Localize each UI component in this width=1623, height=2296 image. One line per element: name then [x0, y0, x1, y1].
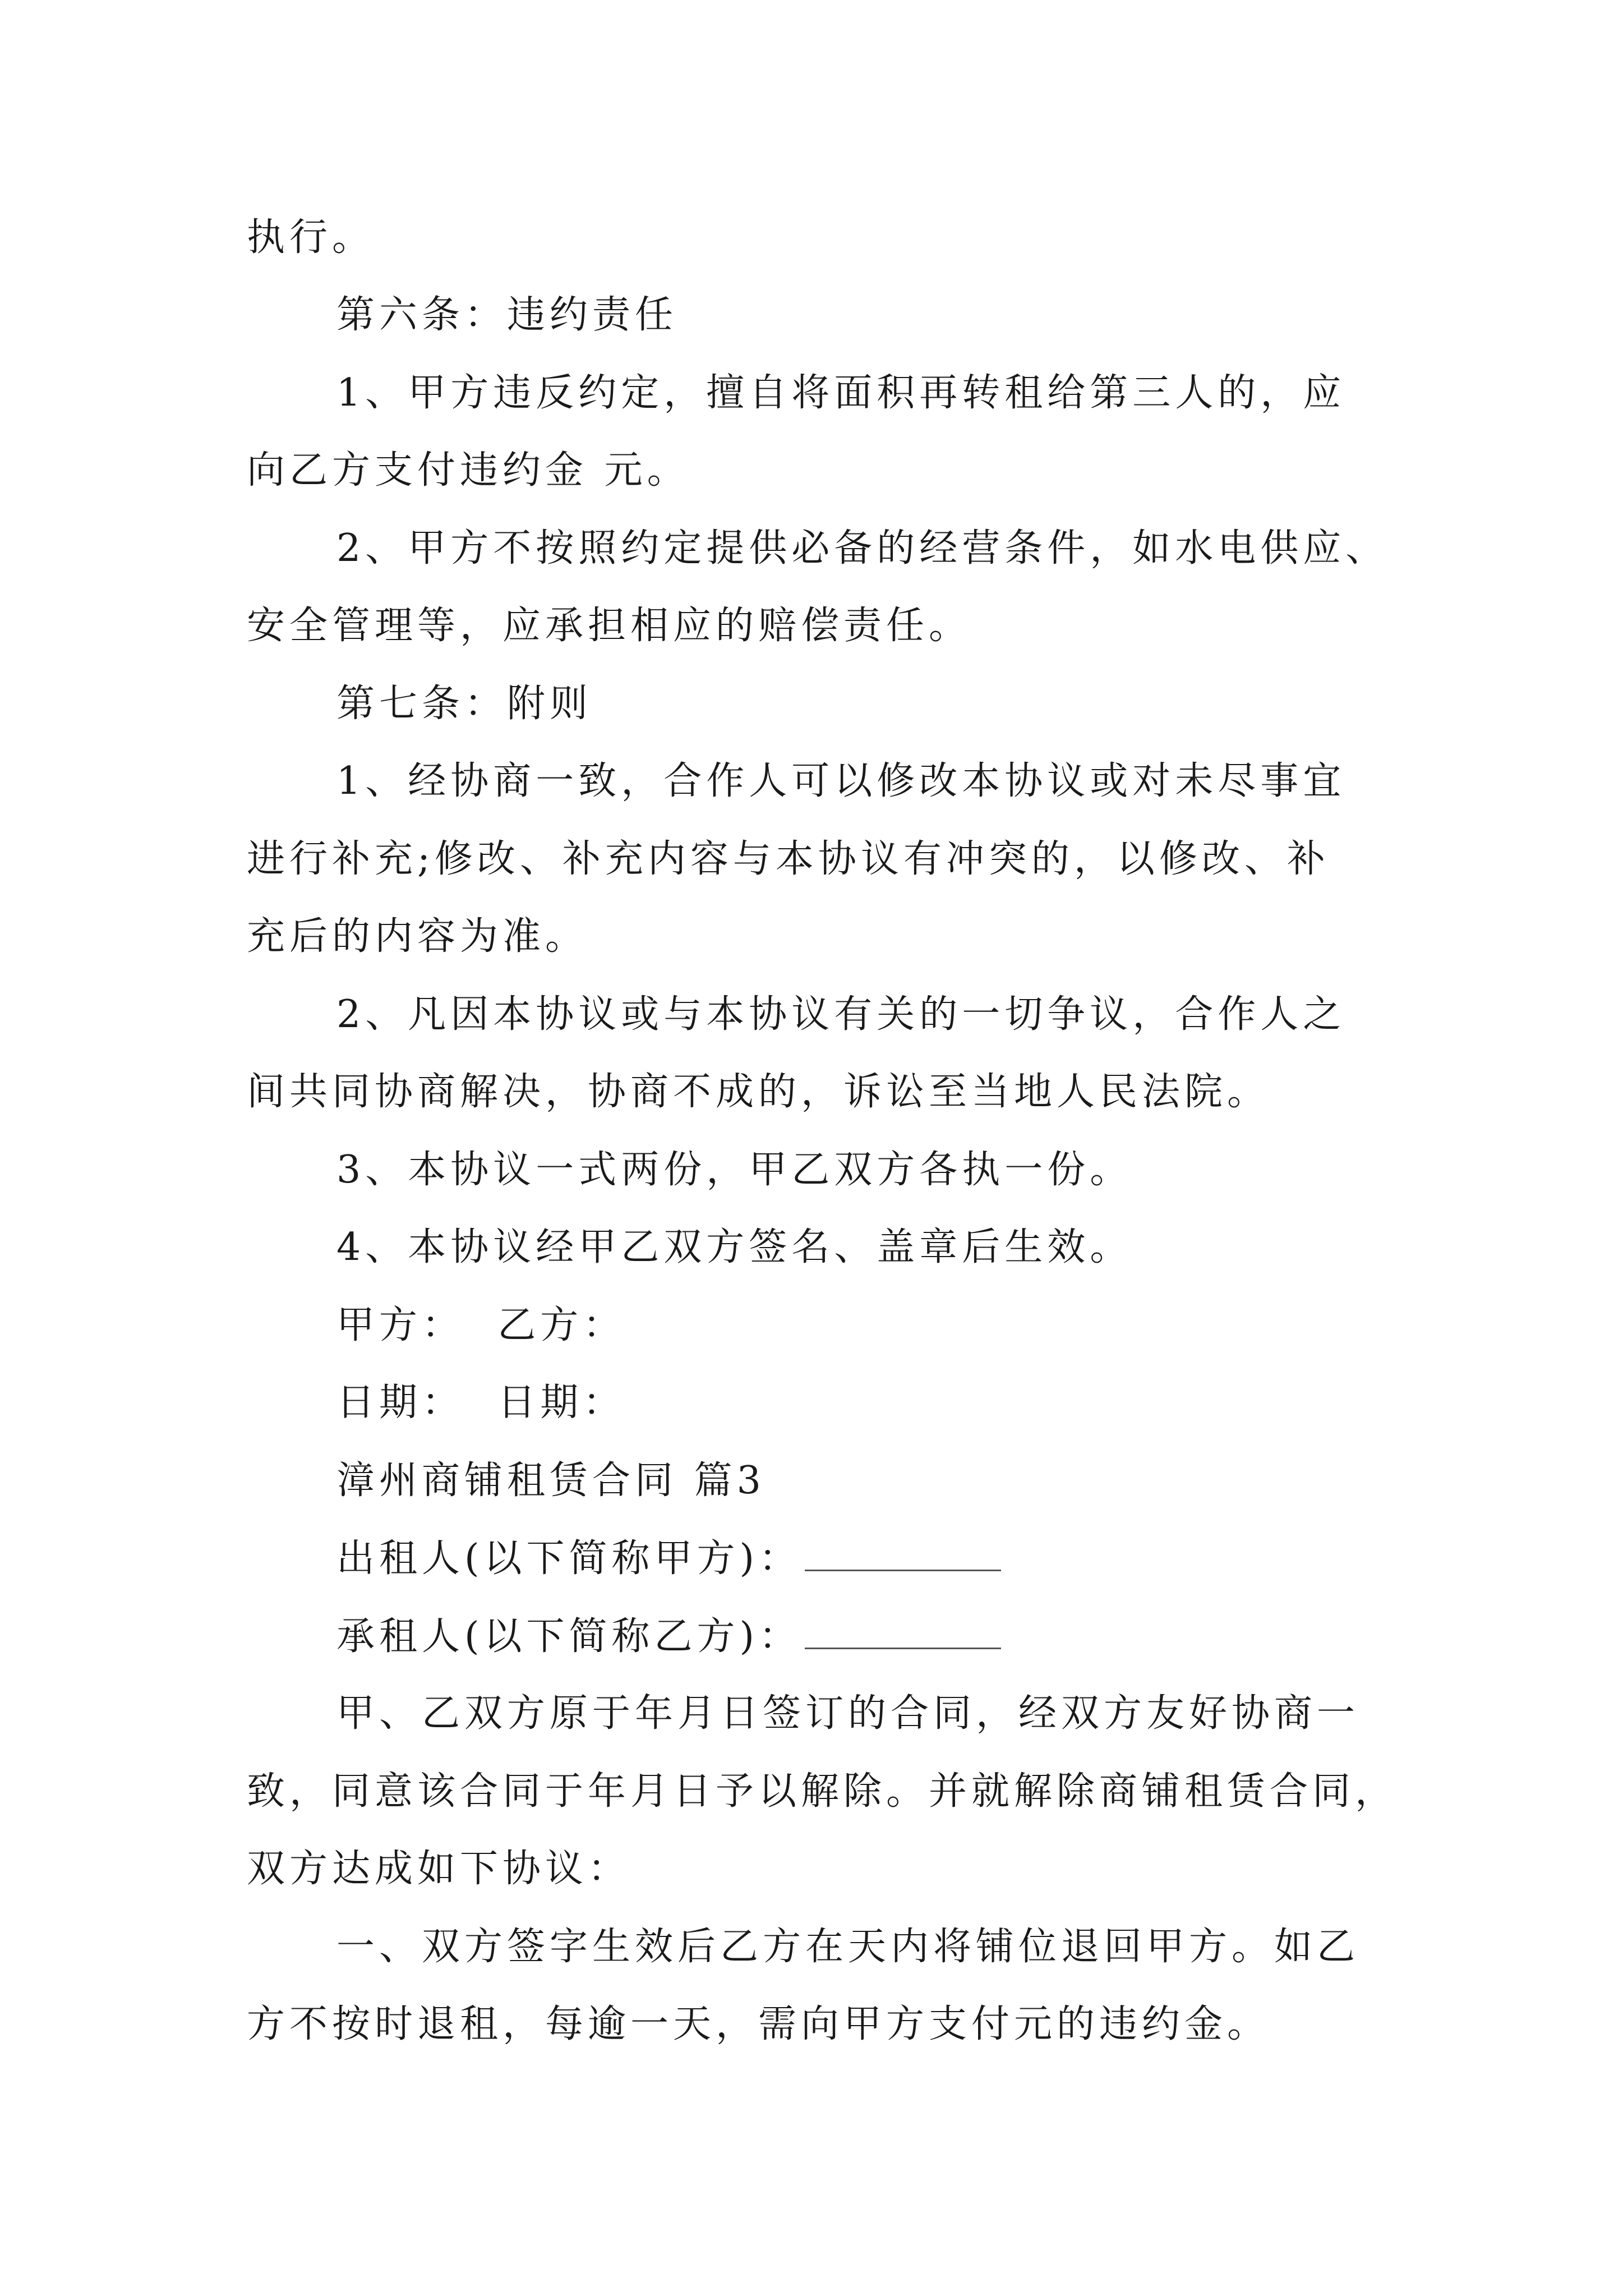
lessee-blank [805, 1614, 1001, 1649]
lessee-label: 承租人(以下简称乙方)： [336, 1614, 802, 1659]
lessee-line [336, 1614, 1001, 1659]
signature-date-line: 日期： 日期： [336, 1381, 626, 1425]
lessor-blank [805, 1536, 1001, 1571]
text-line: 双方达成如下协议： [247, 1847, 631, 1891]
text-line: 向乙方支付违约金 元。 [247, 448, 690, 493]
lessor-line [336, 1536, 1001, 1581]
text-line: 方不按时退租，每逾一天，需向甲方支付元的违约金。 [247, 2002, 1270, 2046]
section-heading: 第六条：违约责任 [336, 293, 678, 337]
section-heading: 第七条：附则 [336, 682, 593, 726]
text-line: 4、本协议经甲乙双方签名、盖章后生效。 [336, 1225, 1133, 1269]
text-line: 执行。 [247, 215, 375, 260]
text-line: 3、本协议一式两份，甲乙双方各执一份。 [336, 1148, 1133, 1192]
text-line: 进行补充;修改、补充内容与本协议有冲突的，以修改、补 [247, 837, 1330, 881]
text-line: 一、双方签字生效后乙方在天内将铺位退回甲方。如乙 [336, 1925, 1360, 1969]
text-line: 1、甲方违反约定，擅自将面积再转租给第三人的，应 [336, 371, 1346, 415]
text-line: 充后的内容为准。 [247, 914, 588, 959]
lessor-label: 出租人(以下简称甲方)： [336, 1536, 802, 1581]
text-line: 甲、乙双方原于年月日签订的合同，经双方友好协商一 [336, 1691, 1360, 1736]
text-line: 致，同意该合同于年月日予以解除。并就解除商铺租赁合同， [247, 1769, 1398, 1814]
text-line: 2、甲方不按照约定提供必备的经营条件，如水电供应、 [336, 526, 1389, 570]
text-line: 间共同协商解决，协商不成的，诉讼至当地人民法院。 [247, 1070, 1270, 1114]
text-line: 2、凡因本协议或与本协议有关的一切争议，合作人之 [336, 992, 1346, 1037]
signature-party-line: 甲方： 乙方： [336, 1303, 626, 1347]
contract-title: 漳州商铺租赁合同 篇3 [336, 1458, 766, 1503]
text-line: 安全管理等，应承担相应的赔偿责任。 [247, 604, 972, 648]
text-line: 1、经协商一致，合作人可以修改本协议或对未尽事宜 [336, 759, 1346, 803]
